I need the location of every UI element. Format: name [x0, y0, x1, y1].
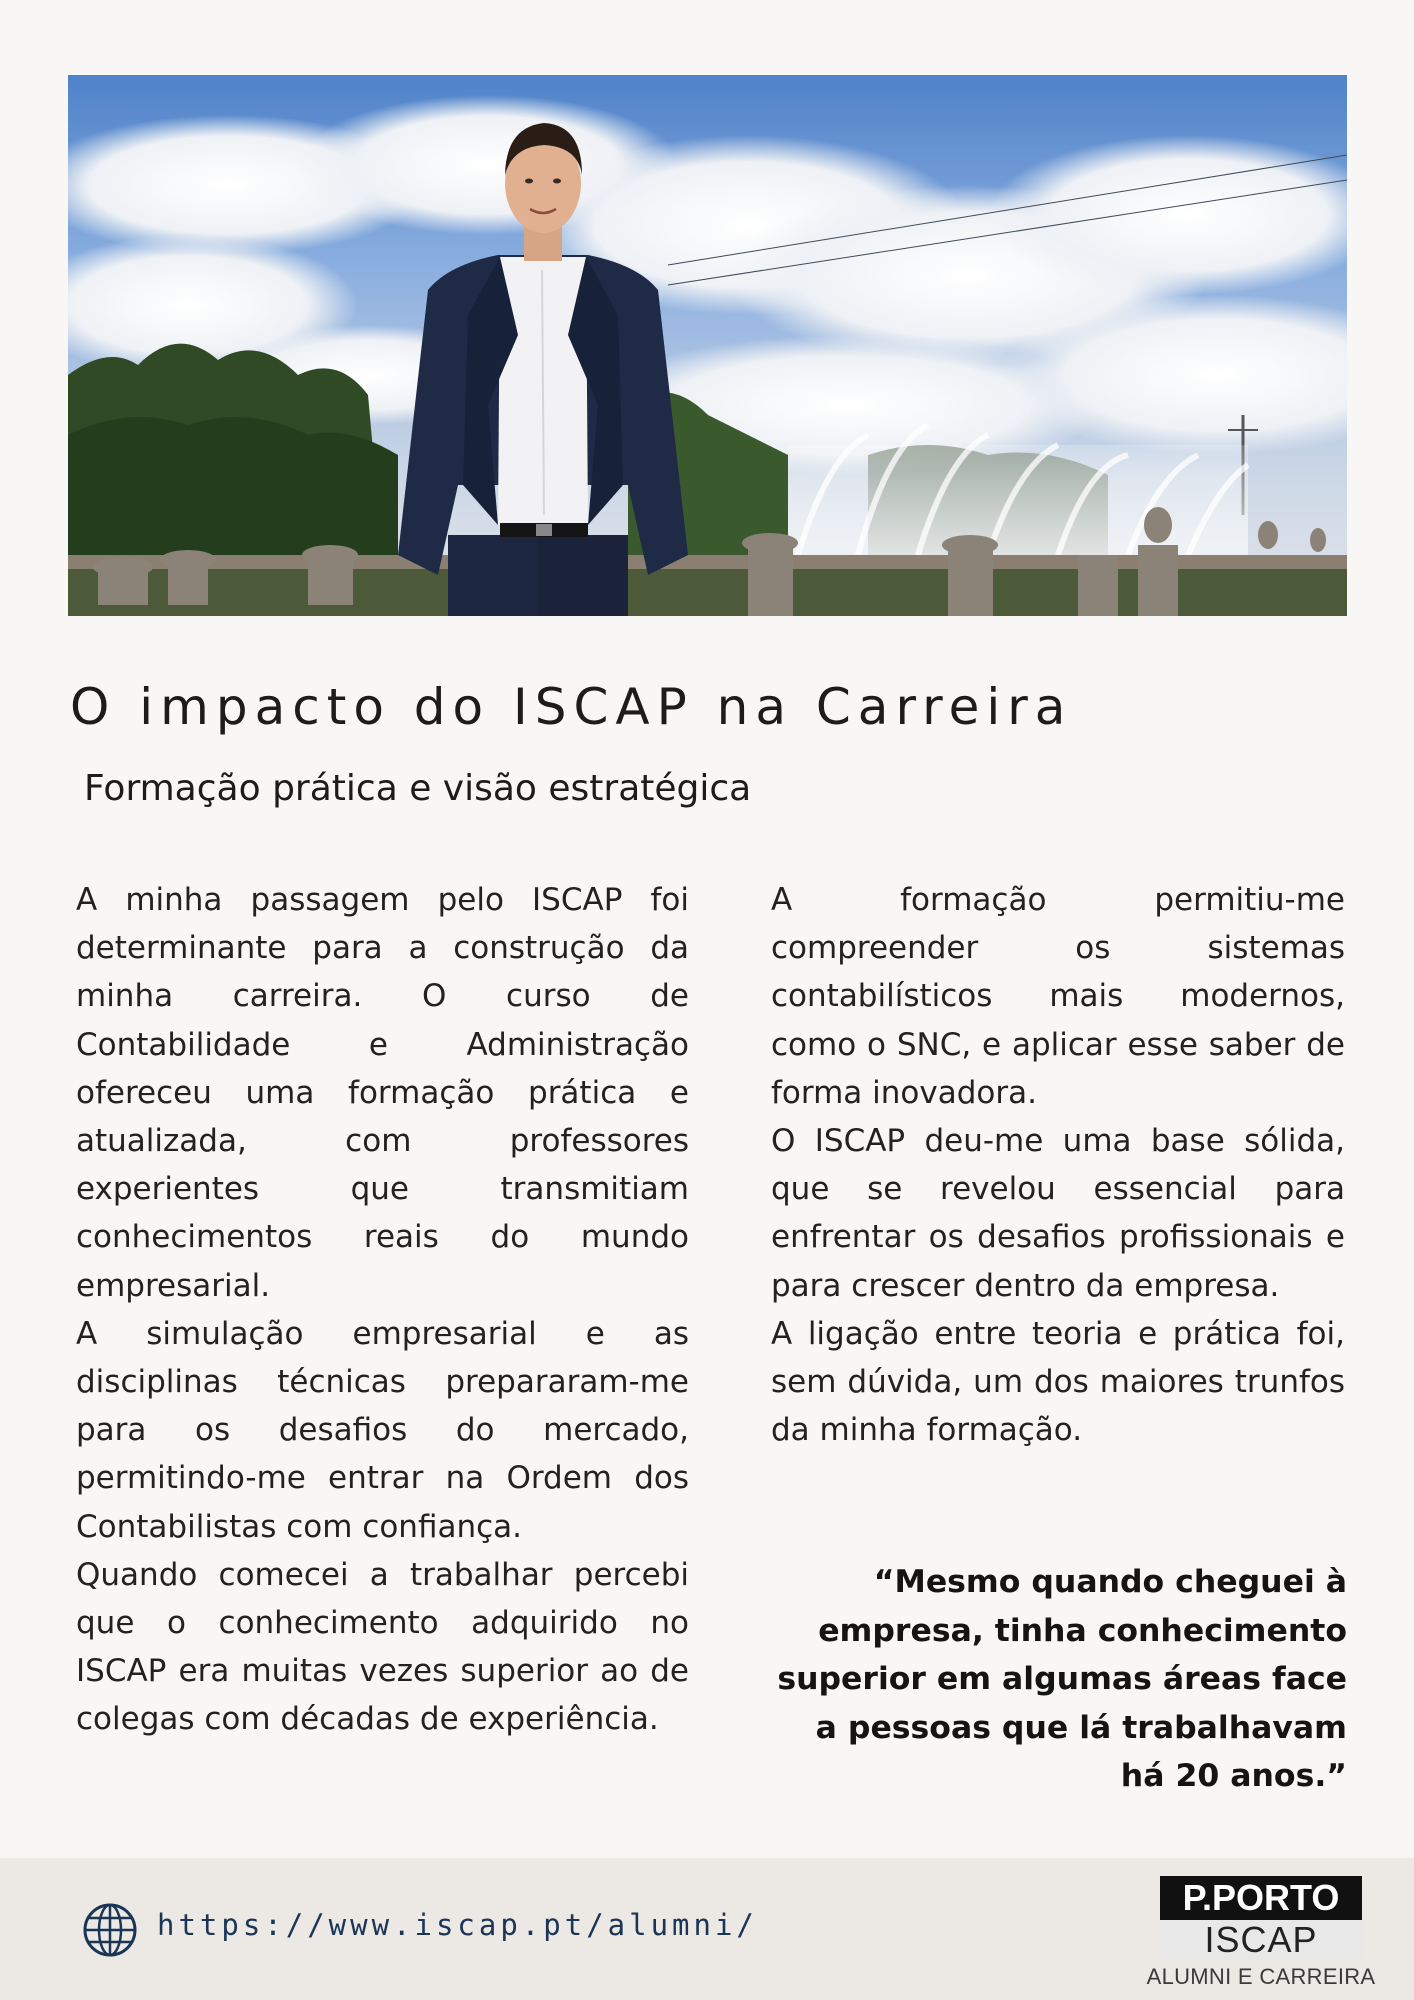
pporto-iscap-logo: [1146, 1876, 1376, 1994]
paragraph: A ligação entre teoria e prática foi, sem dúvida, um dos maiores trunfos da minha formação.: [771, 1315, 1345, 1449]
footer: [0, 1858, 1414, 2000]
pull-quote: “Mesmo quando cheguei à empresa, tinha conhecimento superior em algumas áreas face a pessoas que lá trabalhavam há 20 anos.”: [777, 1564, 1347, 1794]
paragraph: A formação permitiu-me compreender os sistemas contabilísticos mais modernos, como o SNC, e aplicar esse saber de forma inovadora.: [771, 882, 1345, 1111]
paragraph: O ISCAP deu-me uma base sólida, que se revelou essencial para enfrentar os desafios profissionais e para crescer dentro da empresa.: [771, 1123, 1345, 1304]
left-column: [76, 876, 689, 1744]
article-subtitle: Formação prática e visão estratégica: [84, 768, 752, 809]
hero-photo: [68, 75, 1347, 616]
paragraph: A simulação empresarial e as disciplinas técnicas prepararam-me para os desafios do mercado, permitindo-me entrar na Ordem dos Contabilistas com confiança.: [76, 1315, 689, 1545]
globe-icon: [82, 1902, 138, 1958]
portrait-illustration: [68, 75, 1347, 616]
right-column: [771, 876, 1345, 1454]
alumni-link[interactable]: https://www.iscap.pt/alumni/: [157, 1908, 758, 1942]
paragraph: Quando comecei a trabalhar percebi que o conhecimento adquirido no ISCAP era muitas vezes superior ao de colegas com décadas de experiência.: [76, 1556, 689, 1738]
article-title: O impacto do ISCAP na Carreira: [70, 678, 1073, 736]
logo-alumni-carreira: ALUMNI E CARREIRA: [1146, 1964, 1376, 1989]
paragraph: A minha passagem pelo ISCAP foi determinante para a construção da minha carreira. O curso de Contabilidade e Administração ofereceu uma formação prática e atualizada, com professores experientes que transmitiam conhecimentos reais do mundo empresarial.: [76, 882, 689, 1304]
logo-iscap: ISCAP: [1160, 1920, 1362, 1960]
logo-pporto: P.PORTO: [1160, 1876, 1362, 1920]
